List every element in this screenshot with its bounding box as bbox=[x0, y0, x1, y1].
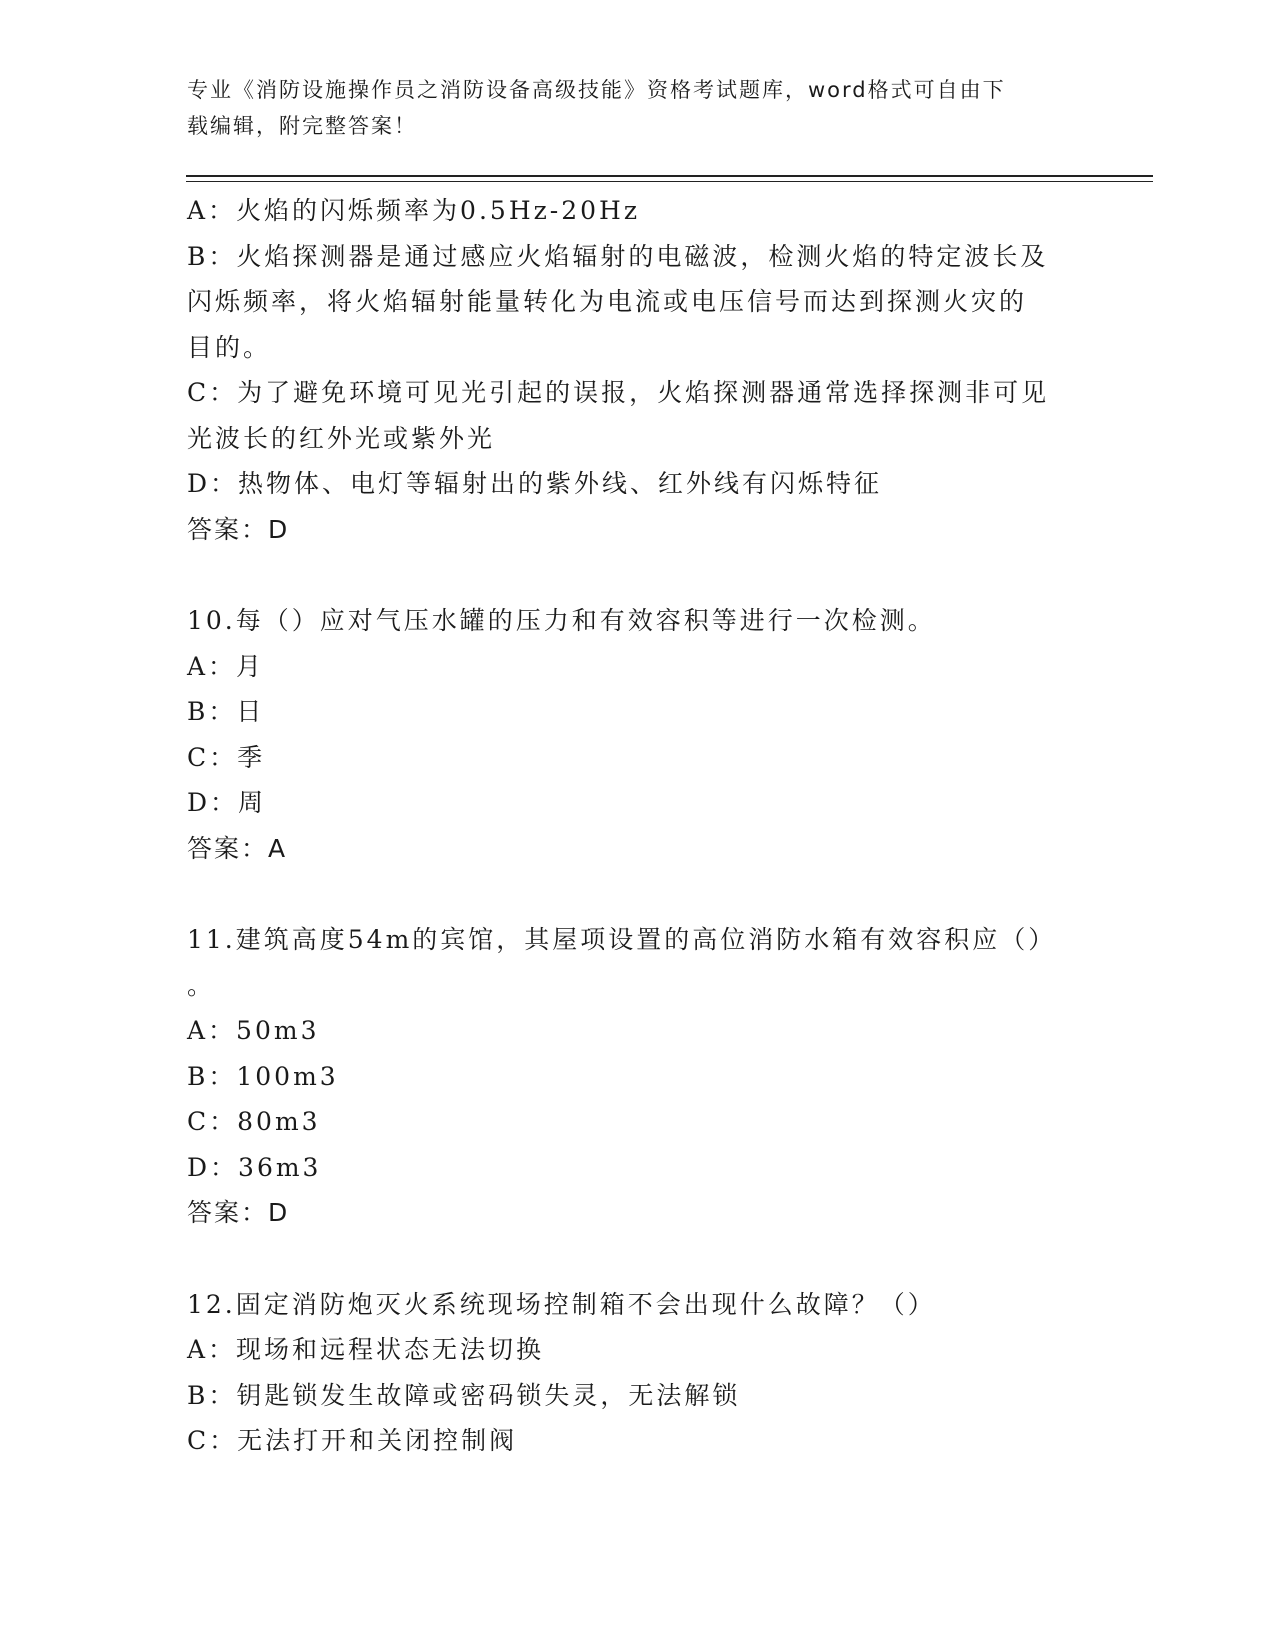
q11-answer: 答案：D bbox=[187, 1198, 290, 1227]
q10-option-b: B：日 bbox=[187, 697, 265, 726]
question-list bbox=[187, 188, 1067, 1464]
q11-option-c: C：80m3 bbox=[187, 1107, 321, 1136]
q9-option-d: D：热物体、电灯等辐射出的紫外线、红外线有闪烁特征 bbox=[187, 469, 883, 498]
question-12-block bbox=[187, 1282, 1067, 1464]
q10-answer: 答案：A bbox=[187, 833, 288, 863]
q11-option-d: D：36m3 bbox=[187, 1152, 322, 1182]
spacer bbox=[187, 871, 1067, 917]
q9-option-b-line-2: 闪烁频率，将火焰辐射能量转化为电流或电压信号而达到探测火灾的 bbox=[187, 287, 1028, 316]
question-10-block bbox=[187, 598, 1067, 871]
q9-answer: 答案：D bbox=[187, 514, 290, 544]
q11-option-a: A：50m3 bbox=[187, 1016, 320, 1045]
q9-option-b-line-1: B：火焰探测器是通过感应火焰辐射的电磁波，检测火焰的特定波长及 bbox=[187, 241, 1049, 271]
q12-option-b: B：钥匙锁发生故障或密码锁失灵，无法解锁 bbox=[187, 1380, 741, 1410]
question-11-block bbox=[187, 917, 1067, 1236]
q10-option-c: C：季 bbox=[187, 742, 266, 772]
q9-option-a: A：火焰的闪烁频率为0.5Hz-20Hz bbox=[187, 196, 641, 225]
spacer bbox=[187, 552, 1067, 598]
header-title-line-2: 载编辑，附完整答案！ bbox=[187, 114, 417, 138]
q12-option-a: A：现场和远程状态无法切换 bbox=[187, 1335, 545, 1364]
q10-option-d: D：周 bbox=[187, 788, 267, 817]
q11-option-b: B：100m3 bbox=[187, 1061, 339, 1091]
question-9-block bbox=[187, 188, 1067, 552]
q9-option-c-line-1: C：为了避免环境可见光引起的误报，火焰探测器通常选择探测非可见 bbox=[187, 378, 1050, 407]
q10-question: 10.每（）应对气压水罐的压力和有效容积等进行一次检测。 bbox=[187, 606, 936, 635]
header-title-line-1: 专业《消防设施操作员之消防设备高级技能》资格考试题库，word格式可自由下 bbox=[187, 78, 1006, 102]
q9-option-c-line-2: 光波长的红外光或紫外光 bbox=[187, 423, 496, 453]
spacer bbox=[187, 1236, 1067, 1282]
header-divider-thin bbox=[186, 181, 1153, 182]
document-header bbox=[187, 72, 1067, 144]
q11-question-line-2: 。 bbox=[187, 970, 216, 1000]
header-divider-thick bbox=[186, 175, 1153, 177]
q9-option-b-line-3: 目的。 bbox=[187, 332, 272, 362]
q12-question: 12.固定消防炮灭火系统现场控制箱不会出现什么故障？（） bbox=[187, 1289, 936, 1319]
q11-question-line-1: 11.建筑高度54m的宾馆，其屋项设置的高位消防水箱有效容积应（） bbox=[187, 925, 1057, 954]
q12-option-c: C：无法打开和关闭控制阀 bbox=[187, 1426, 518, 1455]
q10-option-a: A：月 bbox=[187, 651, 265, 681]
